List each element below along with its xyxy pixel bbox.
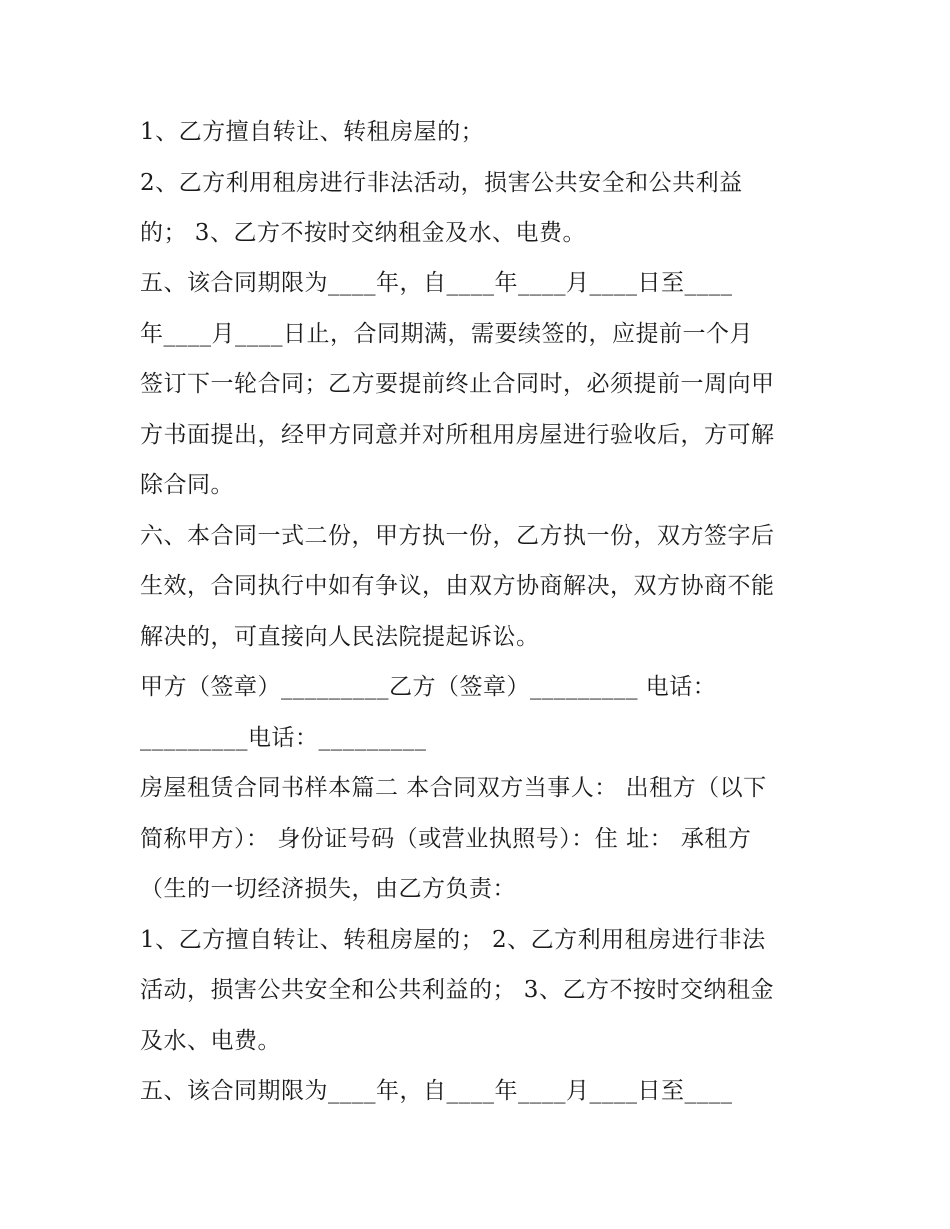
text-line: 房屋租赁合同书样本篇二 本合同双方当事人： 出租方（以下 [140,775,767,801]
text-line: 生效，合同执行中如有争议，由双方协商解决，双方协商不能 [140,573,775,599]
text-line: 活动，损害公共安全和公共利益的； 3、乙方不按时交纳租金 [140,977,774,1003]
text-line: 五、该合同期限为____年，自____年____月____日至____ [140,270,733,296]
text-line: 六、本合同一式二份，甲方执一份，乙方执一份，双方签字后 [140,523,775,549]
text-line: （生的一切经济损失，由乙方负责： [140,876,516,902]
text-line: 除合同。 [140,472,234,498]
text-line: 解决的，可直接向人民法院提起诉讼。 [140,624,540,650]
text-line: 年____月____日止，合同期满，需要续签的，应提前一个月 [140,321,753,347]
text-line: 及水、电费。 [140,1028,281,1054]
text-line: 1、乙方擅自转让、转租房屋的； [140,119,485,145]
text-line: _________电话：_________ [140,725,427,751]
text-line: 1、乙方擅自转让、转租房屋的； 2、乙方利用租房进行非法 [140,927,766,953]
text-line: 方书面提出，经甲方同意并对所租用房屋进行验收后，方可解 [140,422,775,448]
text-line: 简称甲方）： 身份证号码（或营业执照号）：住 址： 承租方 [140,826,752,852]
text-line: 签订下一轮合同；乙方要提前终止合同时，必须提前一周向甲 [140,371,775,397]
text-line: 五、该合同期限为____年，自____年____月____日至____ [140,1078,733,1104]
text-line: 甲方（签章）_________乙方（签章）_________ 电话： [140,674,717,700]
text-line: 的； 3、乙方不按时交纳租金及水、电费。 [140,220,586,246]
text-line: 2、乙方利用租房进行非法活动，损害公共安全和公共利益 [140,170,743,196]
